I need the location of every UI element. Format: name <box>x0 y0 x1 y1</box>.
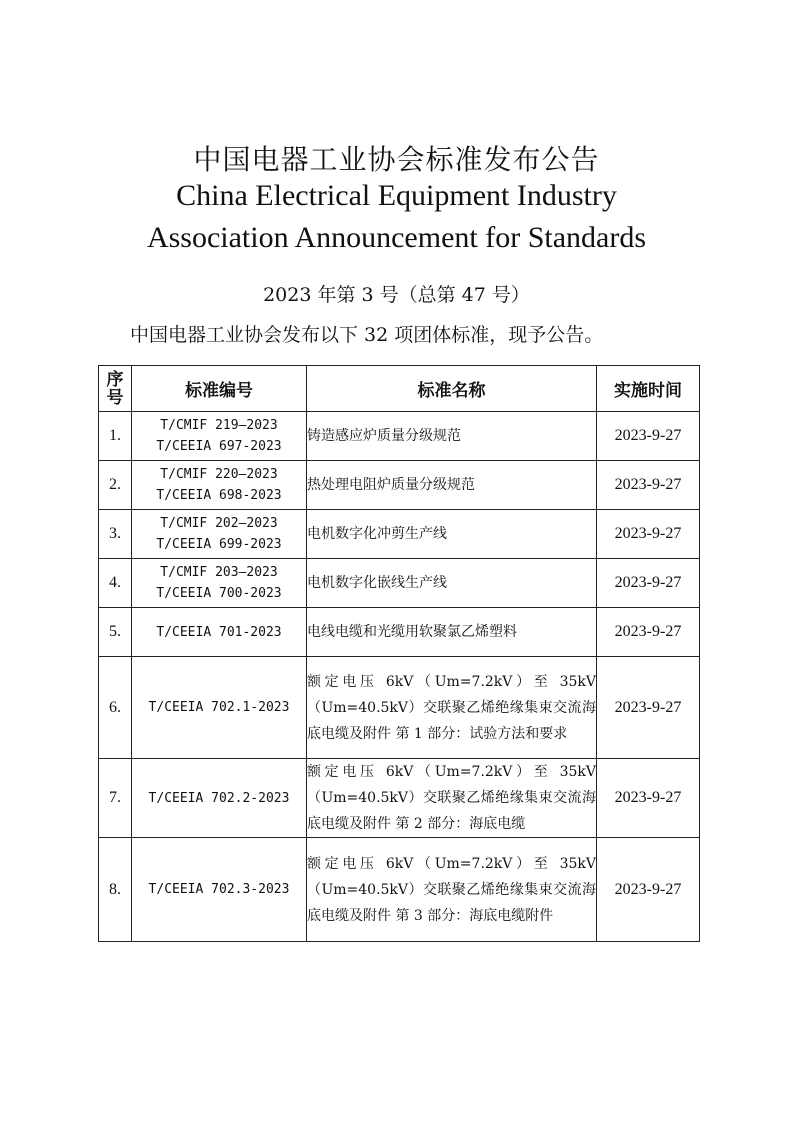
row-name: 额定电压 6kV（Um=7.2kV）至 35kV（Um=40.5kV）交联聚乙烯绝缘集束交流海底电缆及附件 第 3 部分：海底电缆附件 <box>307 838 597 942</box>
row-code <box>132 559 307 608</box>
code-line: T/CMIF 203—2023 <box>160 565 278 580</box>
row-seq: 4. <box>99 559 132 608</box>
code-line: T/CEEIA 702.1-2023 <box>148 700 290 715</box>
row-code <box>132 608 307 657</box>
row-date: 2023-9-27 <box>597 608 700 657</box>
title-chinese: 中国电器工业协会标准发布公告 <box>193 143 600 176</box>
header-date: 实施时间 <box>597 366 700 412</box>
row-name: 热处理电阻炉质量分级规范 <box>307 461 597 510</box>
row-code <box>132 657 307 759</box>
table-row <box>99 412 700 461</box>
table-row <box>99 608 700 657</box>
table-row <box>99 559 700 608</box>
code-line: T/CEEIA 702.2-2023 <box>148 790 290 806</box>
row-name: 电线电缆和光缆用软聚氯乙烯塑料 <box>307 608 597 657</box>
row-code <box>132 412 307 461</box>
table-header-row <box>99 366 700 412</box>
issue-number: 2023 年第 3 号（总第 47 号） <box>263 284 530 306</box>
row-date: 2023-9-27 <box>597 559 700 608</box>
row-seq: 7. <box>99 759 132 838</box>
code-line: T/CMIF 219—2023 <box>160 418 278 433</box>
row-date: 2023-9-27 <box>597 657 700 759</box>
code-line: T/CMIF 220—2023 <box>160 467 278 482</box>
row-seq: 3. <box>99 510 132 559</box>
row-date: 2023-9-27 <box>597 412 700 461</box>
row-date: 2023-9-27 <box>597 510 700 559</box>
row-name: 额定电压 6kV（Um=7.2kV）至 35kV（Um=40.5kV）交联聚乙烯绝缘集束交流海底电缆及附件 第 2 部分：海底电缆 <box>307 759 597 838</box>
intro-text: 中国电器工业协会发布以下 32 项团体标准，现予公告。 <box>130 324 604 346</box>
code-line: T/CEEIA 699-2023 <box>156 537 282 552</box>
table-row <box>99 510 700 559</box>
table-row <box>99 657 700 759</box>
row-code <box>132 461 307 510</box>
row-date: 2023-9-27 <box>597 759 700 838</box>
row-code <box>132 759 307 838</box>
row-seq: 2. <box>99 461 132 510</box>
row-name: 铸造感应炉质量分级规范 <box>307 412 597 461</box>
code-line: T/CMIF 202—2023 <box>160 516 278 531</box>
row-seq: 6. <box>99 657 132 759</box>
title-english-line-2: Association Announcement for Standards <box>146 221 647 254</box>
code-line: T/CEEIA 700-2023 <box>156 586 282 601</box>
code-line: T/CEEIA 697-2023 <box>156 439 282 454</box>
title-english-line-1: China Electrical Equipment Industry <box>176 179 617 212</box>
row-name: 电机数字化冲剪生产线 <box>307 510 597 559</box>
header-code: 标准编号 <box>132 366 307 412</box>
row-name: 额定电压 6kV（Um=7.2kV）至 35kV（Um=40.5kV）交联聚乙烯绝缘集束交流海底电缆及附件 第 1 部分：试验方法和要求 <box>307 657 597 759</box>
header-name: 标准名称 <box>307 366 597 412</box>
row-name: 电机数字化嵌线生产线 <box>307 559 597 608</box>
row-code <box>132 510 307 559</box>
table-row <box>99 838 700 942</box>
row-code <box>132 838 307 942</box>
row-date: 2023-9-27 <box>597 461 700 510</box>
header-seq: 序号 <box>99 366 132 412</box>
table-row <box>99 461 700 510</box>
code-line: T/CEEIA 698-2023 <box>156 488 282 503</box>
row-seq: 1. <box>99 412 132 461</box>
standards-table <box>98 365 700 942</box>
code-line: T/CEEIA 702.3-2023 <box>148 882 290 897</box>
row-date: 2023-9-27 <box>597 838 700 942</box>
row-seq: 8. <box>99 838 132 942</box>
table-row <box>99 759 700 838</box>
row-seq: 5. <box>99 608 132 657</box>
code-line: T/CEEIA 701-2023 <box>156 624 282 640</box>
